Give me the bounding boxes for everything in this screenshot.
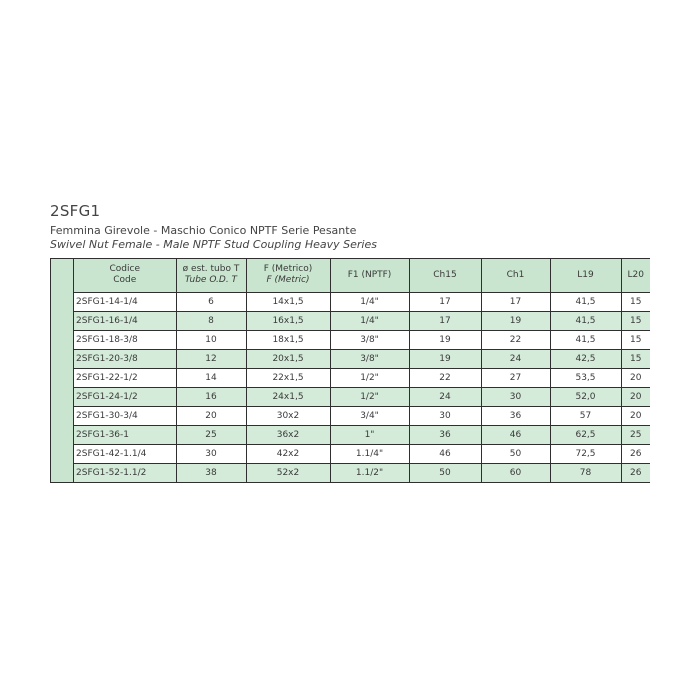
table-cell: 38 (176, 463, 246, 482)
subtitle-english: Swivel Nut Female - Male NPTF Stud Coupling Heavy Series (50, 238, 377, 251)
column-header (330, 259, 409, 292)
table-header-row (74, 259, 650, 292)
table-row (74, 292, 650, 311)
table-cell: 3/4" (330, 406, 409, 425)
table-cell: 14 (176, 368, 246, 387)
table-body (74, 292, 650, 482)
table-cell: 36 (409, 425, 481, 444)
column-header (176, 259, 246, 292)
table-cell: 19 (409, 330, 481, 349)
dimensions-table-frame (50, 258, 650, 483)
table-row (74, 425, 650, 444)
table-cell: 42x2 (246, 444, 330, 463)
column-header (550, 259, 621, 292)
table-cell: 42,5 (550, 349, 621, 368)
column-header-label: Ch15 (433, 269, 457, 280)
column-header-label: ø est. tubo T (182, 264, 240, 275)
table-cell: 25 (176, 425, 246, 444)
table-cell: 16x1,5 (246, 311, 330, 330)
table-cell: 53,5 (550, 368, 621, 387)
table-row (74, 311, 650, 330)
table-cell: 20 (621, 406, 650, 425)
table-cell: 1/2" (330, 387, 409, 406)
table-cell: 46 (409, 444, 481, 463)
column-header (409, 259, 481, 292)
table-cell: 3/8" (330, 330, 409, 349)
table-row (74, 330, 650, 349)
product-code-title: 2SFG1 (50, 202, 101, 220)
table-cell: 62,5 (550, 425, 621, 444)
table-cell: 50 (409, 463, 481, 482)
table-cell: 30x2 (246, 406, 330, 425)
part-code-cell: 2SFG1-42-1.1/4 (74, 444, 176, 463)
column-header-sublabel: F (Metric) (266, 275, 310, 286)
table-cell: 25 (621, 425, 650, 444)
table-cell: 14x1,5 (246, 292, 330, 311)
table-cell: 24x1,5 (246, 387, 330, 406)
column-header (481, 259, 550, 292)
column-header-label: F1 (NPTF) (347, 269, 392, 280)
table-cell: 18x1,5 (246, 330, 330, 349)
table-cell: 57 (550, 406, 621, 425)
part-code-cell: 2SFG1-16-1/4 (74, 311, 176, 330)
table-cell: 20 (621, 368, 650, 387)
product-sheet (50, 202, 650, 483)
side-accent-strip (51, 259, 74, 482)
table-cell: 8 (176, 311, 246, 330)
table-cell: 22 (409, 368, 481, 387)
table-cell: 16 (176, 387, 246, 406)
table-cell: 24 (409, 387, 481, 406)
part-code-cell: 2SFG1-14-1/4 (74, 292, 176, 311)
table-cell: 22 (481, 330, 550, 349)
part-code-cell: 2SFG1-30-3/4 (74, 406, 176, 425)
table-cell: 36 (481, 406, 550, 425)
table-cell: 15 (621, 349, 650, 368)
table-cell: 15 (621, 330, 650, 349)
table-cell: 1.1/2" (330, 463, 409, 482)
table-cell: 78 (550, 463, 621, 482)
column-header (621, 259, 650, 292)
table-row (74, 444, 650, 463)
table-cell: 15 (621, 292, 650, 311)
table-cell: 19 (409, 349, 481, 368)
part-code-cell: 2SFG1-24-1/2 (74, 387, 176, 406)
table-cell: 1/4" (330, 292, 409, 311)
table-cell: 26 (621, 463, 650, 482)
table-cell: 1" (330, 425, 409, 444)
table-cell: 41,5 (550, 311, 621, 330)
table-cell: 30 (409, 406, 481, 425)
column-header-label: Codice (109, 264, 140, 275)
table-cell: 17 (409, 292, 481, 311)
table-cell: 15 (621, 311, 650, 330)
table-cell: 1/4" (330, 311, 409, 330)
table-cell: 41,5 (550, 330, 621, 349)
column-header-label: Ch1 (506, 269, 525, 280)
table-row (74, 368, 650, 387)
table-cell: 6 (176, 292, 246, 311)
table-cell: 10 (176, 330, 246, 349)
table-cell: 30 (176, 444, 246, 463)
column-header (246, 259, 330, 292)
table-cell: 20 (176, 406, 246, 425)
part-code-cell: 2SFG1-22-1/2 (74, 368, 176, 387)
table-cell: 26 (621, 444, 650, 463)
table-cell: 20 (621, 387, 650, 406)
table-row (74, 349, 650, 368)
table-cell: 52x2 (246, 463, 330, 482)
table-cell: 52,0 (550, 387, 621, 406)
table-cell: 41,5 (550, 292, 621, 311)
table-cell: 3/8" (330, 349, 409, 368)
table-cell: 24 (481, 349, 550, 368)
table-cell: 12 (176, 349, 246, 368)
table-cell: 22x1,5 (246, 368, 330, 387)
table-cell: 27 (481, 368, 550, 387)
part-code-cell: 2SFG1-36-1 (74, 425, 176, 444)
table-cell: 50 (481, 444, 550, 463)
table-cell: 60 (481, 463, 550, 482)
column-header-label: F (Metrico) (263, 264, 313, 275)
column-header-sublabel: Code (113, 275, 137, 286)
table-cell: 17 (409, 311, 481, 330)
column-header-sublabel: Tube O.D. T (184, 275, 238, 286)
table-cell: 1/2" (330, 368, 409, 387)
table-cell: 17 (481, 292, 550, 311)
dimensions-table (74, 259, 650, 482)
column-header-label: L20 (627, 269, 644, 280)
table-cell: 36x2 (246, 425, 330, 444)
table-cell: 20x1,5 (246, 349, 330, 368)
part-code-cell: 2SFG1-52-1.1/2 (74, 463, 176, 482)
table-row (74, 406, 650, 425)
subtitle-italian: Femmina Girevole - Maschio Conico NPTF Serie Pesante (50, 224, 357, 237)
table-row (74, 463, 650, 482)
part-code-cell: 2SFG1-18-3/8 (74, 330, 176, 349)
column-header-label: L19 (577, 269, 594, 280)
table-cell: 46 (481, 425, 550, 444)
table-cell: 1.1/4" (330, 444, 409, 463)
column-header (74, 259, 176, 292)
table-row (74, 387, 650, 406)
table-cell: 72,5 (550, 444, 621, 463)
table-cell: 30 (481, 387, 550, 406)
part-code-cell: 2SFG1-20-3/8 (74, 349, 176, 368)
table-cell: 19 (481, 311, 550, 330)
